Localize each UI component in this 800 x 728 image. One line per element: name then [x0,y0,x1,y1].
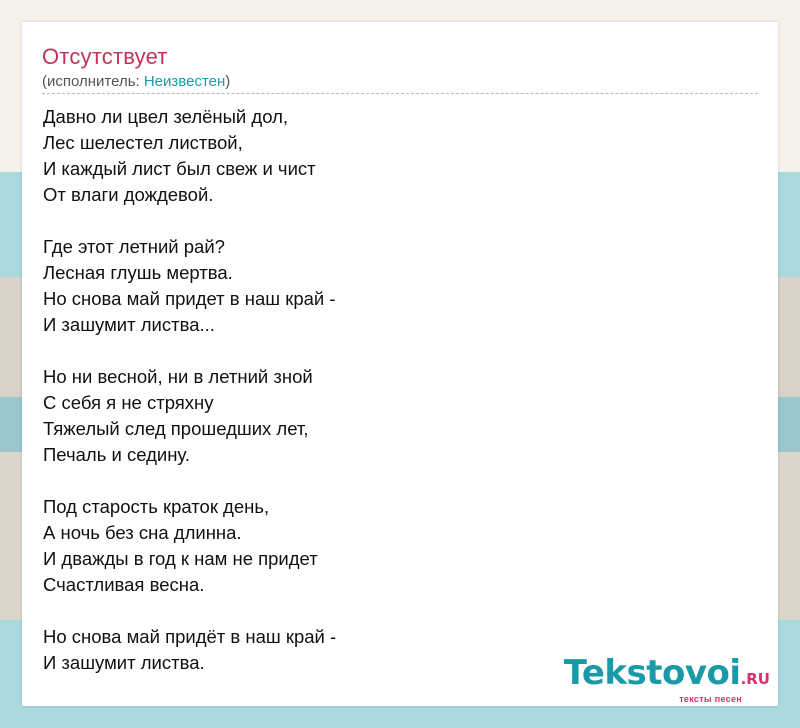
artist-prefix: (исполнитель: [42,73,144,90]
song-title: Отсутствует [42,44,168,69]
logo-tagline: тексты песен [679,694,742,704]
artist-link[interactable]: Неизвестен [143,73,226,90]
logo-main-text: Tekstovoi [563,653,741,693]
lyric-line: Под старость краток день, [43,496,270,517]
stanza-3 [43,364,336,468]
lyric-line: Где этот летний рай? [43,236,225,257]
lyric-line: С себя я не стряхну [43,392,214,413]
lyric-line: Печаль и седину. [43,444,190,465]
lyric-line: Лесная глушь мертва. [43,262,233,283]
stanza-5 [43,624,336,676]
lyric-line: Но снова май придет в наш край - [43,288,336,309]
site-logo[interactable] [564,655,770,704]
lyric-line: Счастливая весна. [43,574,205,595]
lyric-line: Тяжелый след прошедших лет, [43,418,309,439]
lyric-line: Лес шелестел листвой, [43,132,243,153]
lyric-line: И зашумит листва. [43,652,205,673]
lyric-line: Но ни весной, ни в летний зной [43,366,313,387]
lyric-line: От влаги дождевой. [43,184,214,205]
lyric-line: И каждый лист был свеж и чист [43,158,316,179]
stanza-2 [43,234,336,338]
stanza-4 [43,494,336,598]
lyric-line: А ночь без сна длинна. [43,522,242,543]
lyric-line: Давно ли цвел зелёный дол, [43,106,289,127]
lyric-line: Но снова май придёт в наш край - [43,626,337,647]
artist-suffix: ) [225,73,231,90]
lyrics-card [22,22,778,706]
header-divider [42,93,758,94]
artist-line [42,73,230,90]
logo-tld: .RU [740,670,770,688]
lyric-line: И дважды в год к нам не придет [43,548,318,569]
lyric-line: И зашумит листва... [43,314,215,335]
stanza-1 [43,104,336,208]
logo-wordmark [564,655,770,697]
lyrics-text [43,104,336,702]
